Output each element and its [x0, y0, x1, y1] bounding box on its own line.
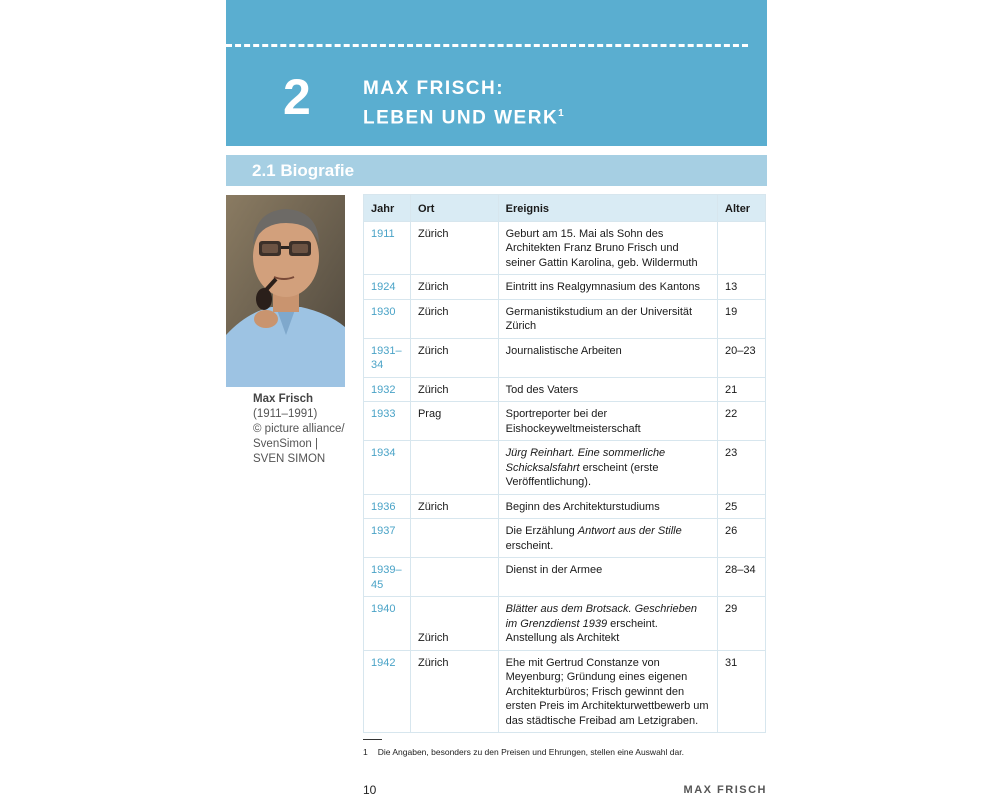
- running-head: MAX FRISCH: [683, 784, 767, 796]
- column-header-year: Jahr: [364, 195, 411, 222]
- biography-table: [363, 194, 766, 733]
- event-cell: Tod des Vaters: [498, 377, 717, 402]
- footnote-rule: [363, 739, 382, 740]
- event-cell: Sportreporter bei der Eishockeyweltmeisterschaft: [498, 402, 717, 441]
- table-row: [364, 650, 766, 733]
- section-bar: [226, 155, 767, 186]
- place-cell: Zürich: [410, 338, 498, 377]
- year-cell: 1939–45: [364, 558, 411, 597]
- event-text: Die Erzählung: [505, 525, 578, 537]
- work-title: Blätter aus dem Brotsack. Geschrieben im Grenzdienst 1939: [505, 603, 697, 630]
- table-row: [364, 402, 766, 441]
- table-header-row: [364, 195, 766, 222]
- event-cell: Ehe mit Gertrud Constanze von Meyenburg; Gründung eines eigenen Architekturbüros; Frisch gewinnt den ersten Preis im Architekturwettbewerb um das städtische Freibad am Letzigraben.: [498, 650, 717, 733]
- place-cell: [410, 519, 498, 558]
- place-cell: [410, 558, 498, 597]
- event-text: erscheint.: [607, 617, 658, 630]
- age-cell: 13: [718, 275, 766, 300]
- event-cell: Beginn des Architekturstudiums: [498, 494, 717, 519]
- caption-line: © picture alliance/: [253, 423, 345, 435]
- event-text: Anstellung als Architekt: [505, 632, 620, 644]
- portrait-image: [226, 195, 345, 387]
- chapter-number: 2: [283, 69, 311, 125]
- age-cell: 22: [718, 402, 766, 441]
- place-cell: [410, 597, 498, 651]
- column-header-place: Ort: [410, 195, 498, 222]
- age-cell: 21: [718, 377, 766, 402]
- column-header-event: Ereignis: [498, 195, 717, 222]
- photo-caption: [253, 392, 353, 467]
- table-row: [364, 494, 766, 519]
- event-cell: Germanistikstudium an der Universität Zürich: [498, 299, 717, 338]
- age-cell: [718, 221, 766, 275]
- chapter-title: [363, 76, 564, 130]
- table-row: [364, 275, 766, 300]
- year-cell: 1911: [364, 221, 411, 275]
- table-row: [364, 441, 766, 495]
- caption-line: SvenSimon |: [253, 438, 318, 450]
- place-cell: Zürich: [410, 275, 498, 300]
- place-cell: Prag: [410, 402, 498, 441]
- table-row: [364, 597, 766, 651]
- event-cell: [498, 597, 717, 651]
- year-cell: 1930: [364, 299, 411, 338]
- age-cell: 29: [718, 597, 766, 651]
- place-cell: Zürich: [410, 299, 498, 338]
- footnote-number: 1: [363, 747, 368, 757]
- event-cell: Geburt am 15. Mai als Sohn des Architekten Franz Bruno Frisch und seiner Gattin Karolina, geb. Wildermuth: [498, 221, 717, 275]
- caption-line: SVEN SIMON: [253, 453, 326, 465]
- age-cell: 20–23: [718, 338, 766, 377]
- event-cell: Dienst in der Armee: [498, 558, 717, 597]
- place-text: Zürich: [417, 632, 449, 644]
- table-row: [364, 519, 766, 558]
- age-cell: 25: [718, 494, 766, 519]
- author-photo: [226, 195, 345, 387]
- table-row: [364, 338, 766, 377]
- year-cell: 1940: [364, 597, 411, 651]
- event-cell: Journalistische Arbeiten: [498, 338, 717, 377]
- year-cell: 1937: [364, 519, 411, 558]
- place-cell: Zürich: [410, 650, 498, 733]
- event-text: erscheint (erste Veröffentlichung).: [505, 461, 659, 488]
- year-cell: 1924: [364, 275, 411, 300]
- table-row: [364, 558, 766, 597]
- year-cell: 1933: [364, 402, 411, 441]
- place-cell: Zürich: [410, 221, 498, 275]
- work-title: Antwort aus der Stille: [577, 525, 682, 537]
- book-page: [226, 0, 767, 800]
- chapter-header: [226, 0, 767, 146]
- footnote-reference: 1: [558, 108, 564, 119]
- caption-line: (1911–1991): [253, 408, 318, 420]
- age-cell: 26: [718, 519, 766, 558]
- section-title: 2.1 Biografie: [252, 161, 355, 180]
- place-cell: [410, 441, 498, 495]
- year-cell: 1931–34: [364, 338, 411, 377]
- age-cell: 19: [718, 299, 766, 338]
- column-header-age: Alter: [718, 195, 766, 222]
- work-title: Jürg Reinhart. Eine sommerliche Schicksalsfahrt: [505, 447, 666, 474]
- place-cell: Zürich: [410, 377, 498, 402]
- event-text: erscheint.: [505, 539, 554, 552]
- chapter-title-line1: MAX FRISCH:: [363, 78, 505, 99]
- chapter-title-line2: LEBEN UND WERK: [363, 107, 559, 129]
- age-cell: 23: [718, 441, 766, 495]
- age-cell: 31: [718, 650, 766, 733]
- footnote-text: Die Angaben, besonders zu den Preisen und Ehrungen, stellen eine Auswahl dar.: [377, 747, 684, 757]
- year-cell: 1936: [364, 494, 411, 519]
- year-cell: 1942: [364, 650, 411, 733]
- footnote: [363, 747, 684, 757]
- event-cell: Eintritt ins Realgymnasium des Kantons: [498, 275, 717, 300]
- place-cell: Zürich: [410, 494, 498, 519]
- table-row: [364, 377, 766, 402]
- dashed-divider: [226, 44, 748, 47]
- page-number: 10: [363, 783, 377, 797]
- year-cell: 1934: [364, 441, 411, 495]
- age-cell: 28–34: [718, 558, 766, 597]
- table-row: [364, 221, 766, 275]
- caption-name: Max Frisch: [253, 393, 314, 405]
- year-cell: 1932: [364, 377, 411, 402]
- event-cell: [498, 519, 717, 558]
- event-cell: [498, 441, 717, 495]
- table-row: [364, 299, 766, 338]
